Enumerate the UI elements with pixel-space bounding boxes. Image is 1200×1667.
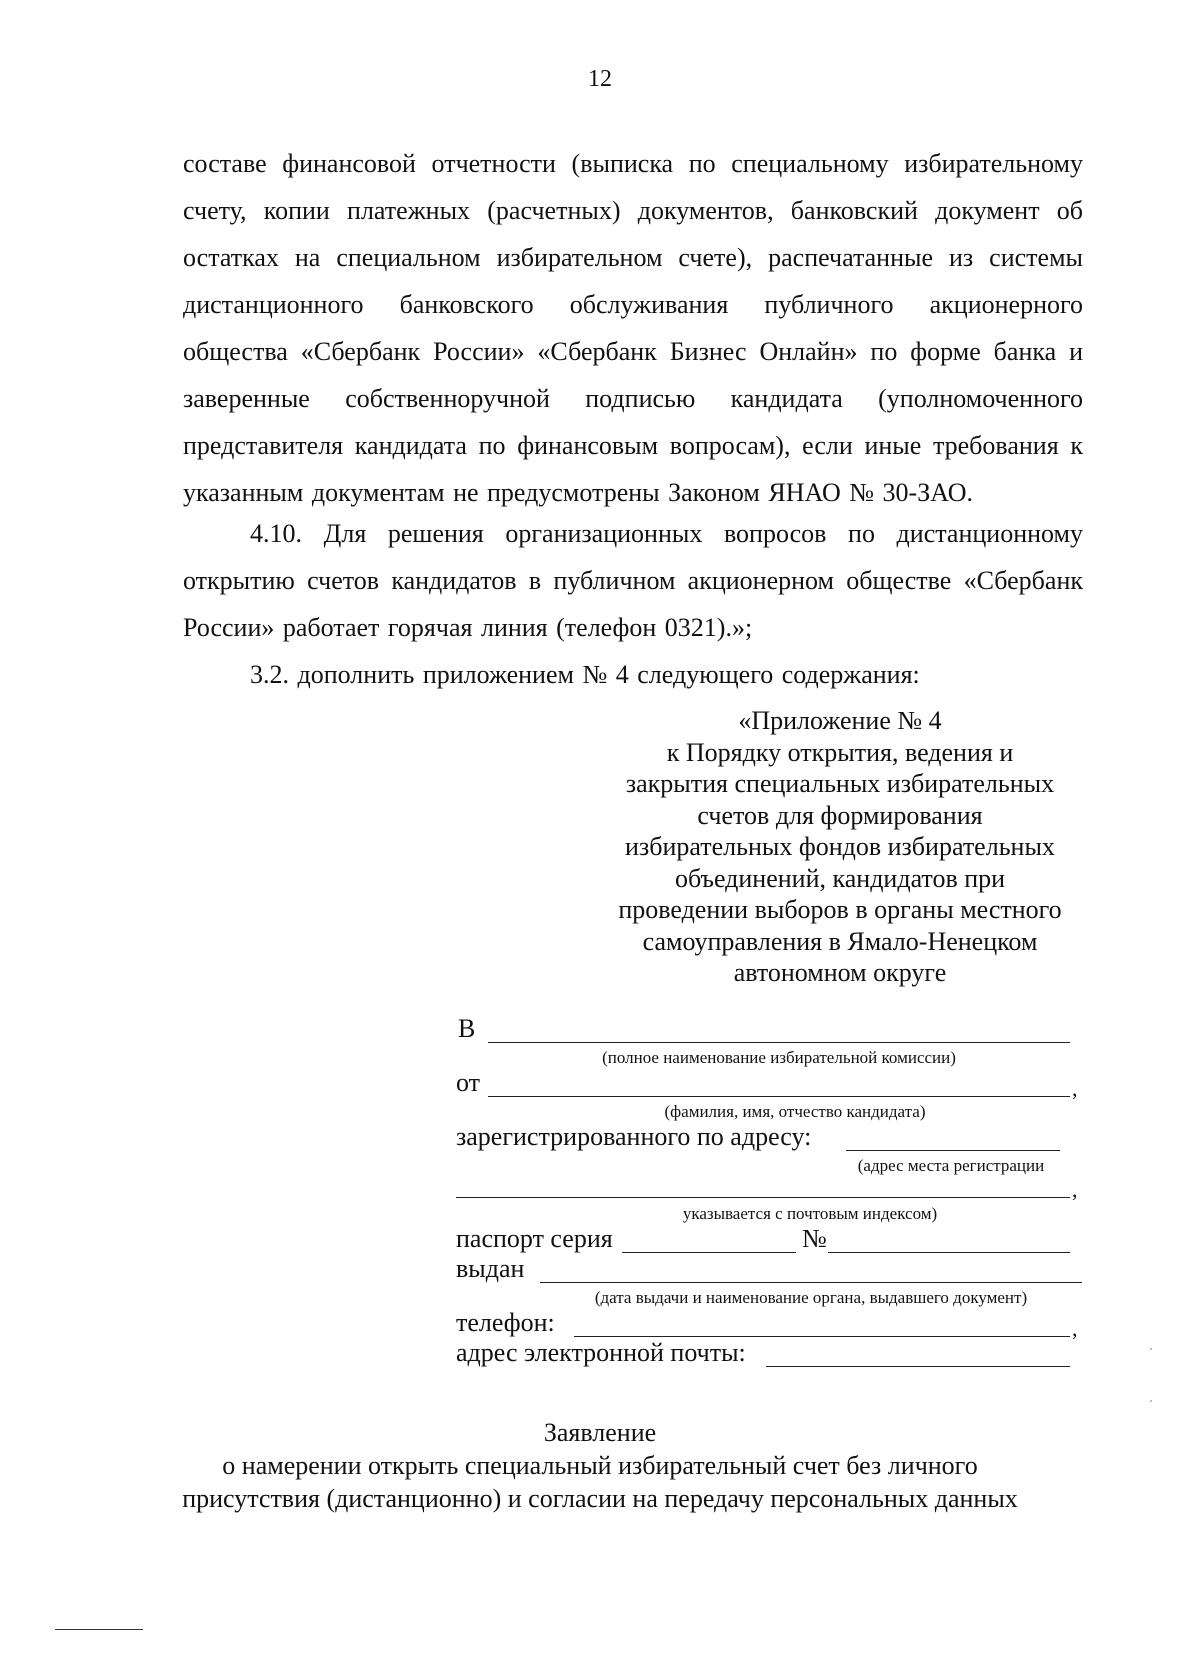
issued-label: выдан (456, 1254, 525, 1283)
email-field[interactable] (766, 1366, 1070, 1367)
address-caption-1: (адрес места регистрации (857, 1156, 1045, 1175)
scan-speck (1150, 1348, 1152, 1350)
appendix-line: закрытия специальных избирательных (625, 769, 1055, 798)
appendix-line: счетов для формирования (697, 800, 983, 830)
comma: , (1072, 1177, 1078, 1202)
appendix-line: проведении выборов в органы местного (618, 895, 1062, 924)
to-commission-field[interactable] (488, 1042, 1070, 1043)
footnote-separator (55, 1629, 143, 1630)
statement-subtitle-line-2: присутствия (дистанционно) и согласии на передачу персональных данных (182, 1484, 1018, 1513)
paragraph-3-2: 3.2. дополнить приложением № 4 следующего содержания: (250, 660, 920, 689)
passport-number-label: № (802, 1224, 827, 1253)
address-caption-2: указывается с почтовым индексом) (682, 1204, 938, 1223)
appendix-heading (600, 705, 1080, 989)
page-number: 12 (588, 66, 612, 92)
passport-number-field[interactable] (828, 1252, 1070, 1253)
appendix-line: автономном округе (733, 958, 947, 987)
to-label: В (458, 1014, 476, 1043)
comma: , (1072, 1076, 1078, 1101)
paragraph-4-10: 4.10. Для решения организационных вопросов по дистанционному открытию счетов кандидатов в публичном акционерном обществе «Сбербанк России» работает горячая линия (телефон 0321).»; (183, 519, 1083, 642)
from-candidate-field[interactable] (488, 1096, 1070, 1097)
passport-series-field[interactable] (622, 1252, 796, 1253)
address-field[interactable] (846, 1150, 1060, 1151)
address-label: зарегистрированного по адресу: (456, 1122, 812, 1151)
appendix-line: самоуправления в Ямало-Ненецком (642, 926, 1038, 956)
appendix-line: избирательных фондов избирательных (625, 832, 1055, 861)
statement-subtitle-line-1: о намерении открыть специальный избирательный счет без личного (222, 1451, 978, 1480)
to-commission-caption: (полное наименование избирательной комиссии) (602, 1048, 956, 1067)
passport-series-label: паспорт серия (456, 1224, 613, 1253)
appendix-line: «Приложение № 4 (738, 706, 942, 735)
address-field-line-2[interactable] (456, 1197, 1070, 1198)
phone-label: телефон: (456, 1308, 555, 1337)
from-label: от (456, 1068, 481, 1097)
appendix-line: к Порядку открытия, ведения и (666, 737, 1014, 767)
phone-field[interactable] (574, 1336, 1070, 1337)
appendix-line: объединений, кандидатов при (674, 863, 1006, 893)
from-candidate-caption: (фамилия, имя, отчество кандидата) (664, 1102, 926, 1121)
scan-speck (1150, 1400, 1152, 1402)
comma: , (1072, 1316, 1078, 1341)
issued-caption: (дата выдачи и наименование органа, выдавшего документ) (594, 1288, 1028, 1307)
paragraph-continuation: составе финансовой отчетности (выписка по специальному избирательному счету, копии платежных (расчетных) документов, банковский документ об остатках на специальном избирательном счете), распечатанные из системы дистанционного банковского обслуживания публичного акционерного общества «Сбербанк России» «Сбербанк Бизнес Онлайн» по форме банка и заверенные собственноручной подписью кандидата (уполномоченного представителя кандидата по финансовым вопросам), если иные требования к указанным документам не предусмотрены Законом ЯНАО № 30-ЗАО. (183, 149, 1083, 507)
statement-title: Заявление (543, 1418, 657, 1447)
issued-field[interactable] (540, 1282, 1082, 1283)
email-label: адрес электронной почты: (456, 1338, 746, 1367)
